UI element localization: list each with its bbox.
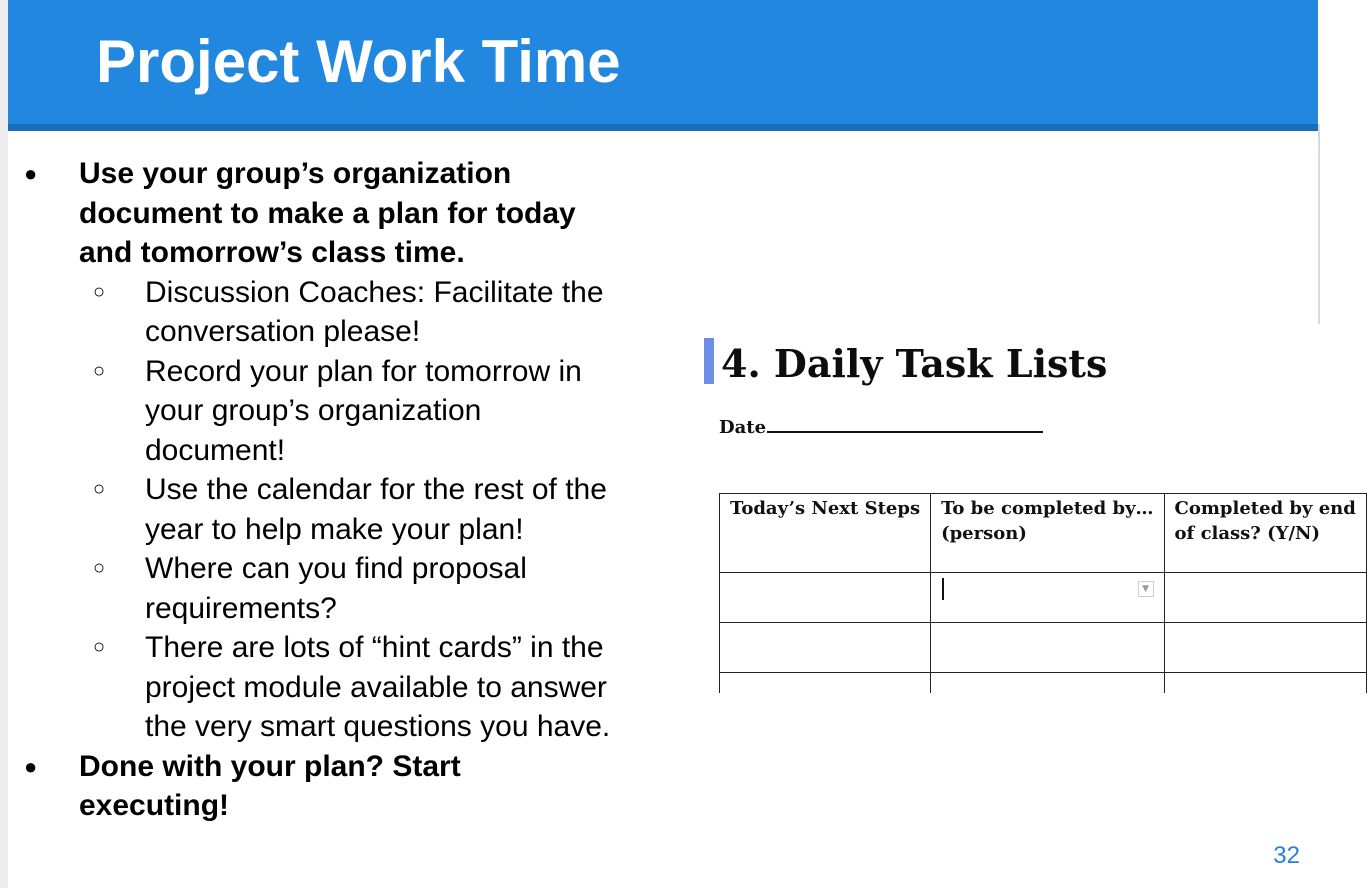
table-cell[interactable]	[1164, 573, 1366, 623]
date-line	[767, 430, 1043, 433]
title-bar	[8, 0, 1318, 124]
header-line: (person)	[941, 523, 1027, 544]
slide-title: Project Work Time	[96, 28, 621, 95]
main-bullet-plan	[0, 154, 670, 273]
bullet-line: There are lots of “hint cards” in the	[145, 631, 604, 664]
table-row	[720, 673, 1367, 694]
bullet-line: the very smart questions you have.	[145, 710, 611, 743]
sub-bullet-proposal-requirements	[0, 549, 670, 628]
sub-bullet-calendar	[0, 470, 670, 549]
table-cell[interactable]	[720, 623, 931, 673]
bullet-line: requirements?	[145, 591, 337, 625]
table-row	[720, 573, 1367, 623]
table-cell[interactable]	[1164, 673, 1366, 694]
heading-marker	[704, 338, 714, 384]
header-line: Today’s Next Steps	[730, 498, 921, 519]
title-bar-shadow	[8, 124, 1318, 131]
bullet-line: conversation please!	[145, 315, 421, 348]
bullet-line: and tomorrow’s class time.	[79, 236, 465, 269]
table-header-cell	[720, 494, 931, 573]
bullet-line: document!	[145, 433, 286, 467]
sub-bullet-hint-cards	[0, 628, 670, 747]
daily-task-list-image	[700, 330, 1356, 705]
table-cell[interactable]	[720, 573, 931, 623]
bullet-circle-icon: ○	[93, 557, 106, 579]
page-number: 32	[1273, 842, 1300, 869]
bullet-line: executing!	[79, 789, 230, 822]
table-header-cell	[1164, 494, 1366, 573]
table-cell[interactable]	[931, 673, 1164, 694]
table-header-cell	[931, 494, 1164, 573]
panel-edge	[1318, 124, 1320, 324]
bullet-circle-icon: ○	[93, 478, 106, 500]
bullet-line: document to make a plan for today	[79, 196, 576, 230]
doc-heading: 4. Daily Task Lists	[721, 341, 1108, 386]
bullet-line: project module available to answer	[145, 670, 607, 704]
main-bullet-start-executing	[0, 747, 670, 826]
bullet-line: Done with your plan? Start	[79, 749, 461, 783]
bullet-line: Use the calendar for the rest of the	[145, 473, 607, 506]
text-cursor	[942, 578, 944, 600]
bullet-dot-icon: ●	[24, 753, 38, 779]
bullet-dot-icon: ●	[24, 161, 38, 186]
bullet-line: your group’s organization	[145, 394, 482, 427]
table-cell-active[interactable]	[931, 573, 1164, 623]
header-line: To be completed by…	[941, 498, 1154, 519]
date-label: Date	[719, 417, 767, 438]
bullet-circle-icon: ○	[93, 280, 106, 303]
table-row	[720, 623, 1367, 673]
bullet-line: Where can you find proposal	[145, 552, 527, 585]
table-cell[interactable]	[720, 673, 931, 694]
bullet-line: Record your plan for tomorrow in	[145, 354, 582, 388]
table-header-row	[720, 494, 1367, 573]
bullet-line: Discussion Coaches: Facilitate the	[145, 275, 604, 309]
sub-bullet-discussion-coaches	[0, 273, 670, 352]
bullet-line: year to help make your plan!	[145, 512, 524, 546]
task-table	[719, 493, 1367, 693]
sub-bullet-record-plan	[0, 352, 670, 471]
header-line: Completed by end	[1174, 498, 1356, 519]
date-field	[719, 416, 1043, 440]
header-line: of class? (Y/N)	[1174, 523, 1321, 544]
dropdown-arrow-icon[interactable]: ▼	[1138, 581, 1154, 597]
bullet-line: Use your group’s organization	[79, 157, 512, 190]
table-cell[interactable]	[931, 623, 1164, 673]
table-cell[interactable]	[1164, 623, 1366, 673]
bullet-list	[0, 154, 670, 826]
bullet-circle-icon: ○	[93, 359, 106, 382]
bullet-circle-icon: ○	[93, 636, 106, 658]
